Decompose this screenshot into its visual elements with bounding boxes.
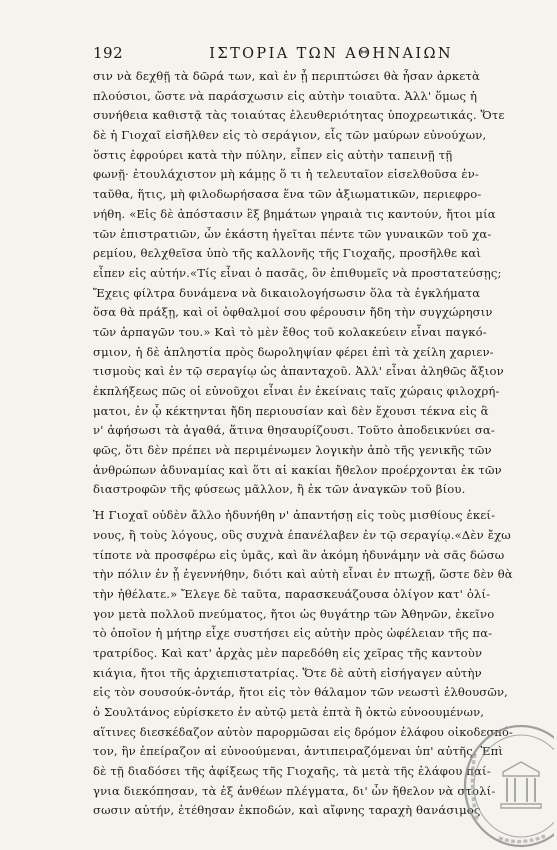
text-line: ὁ Σουλτάνος εὑρίσκετο ἐν αὐτῷ μετὰ ἑπτὰ ἢ ὀκτὼ εὐνοουμένων,	[93, 705, 485, 719]
text-line: ὅσα θὰ πράξῃ, καὶ οἱ ὀφθαλμοί σου φέρουσιν ἤδη τὴν συγχώρησιν	[93, 305, 493, 320]
page-header	[93, 44, 505, 62]
text-line: κιάγια, ἤτοι τῆς ἀρχιεπιστατρίας. Ὅτε δὲ αὐτὴ εἰσήγαγεν αὐτὴν	[93, 665, 482, 680]
text-line: διαστροφῶν τῆς φύσεως μᾶλλον, ἢ ἐκ τῶν ἀναγκῶν τοῦ βίου.	[93, 482, 466, 497]
text-line: τρατρίδος. Καὶ κατ' ἀρχὰς μὲν παρεδόθη εἰς χεῖρας τῆς καντοὺν	[93, 645, 483, 660]
text-line: δὲ τῇ διαδόσει τῆς ἀφίξεως τῆς Γιοχαῆς, τὰ μετὰ τῆς ἐλάφου παί-	[93, 764, 491, 779]
text-line: πλούσιοι, ὥστε νὰ παράσχωσιν εἰς αὐτὴν τοιαῦτα. Ἀλλ' ὅμως ἡ	[93, 88, 478, 103]
text-line: εἰς τὸν σουσούκ-ὀντάρ, ἤτοι εἰς τὸν θάλαμον τῶν νεωστὶ ἐλθουσῶν,	[93, 685, 508, 700]
text-line: σιν νὰ δεχθῇ τὰ δῶρά των, καὶ ἐν ᾗ περιπτώσει θὰ ἦσαν ἀρκετὰ	[93, 69, 480, 83]
text-line: αἵτινες διεσκέδαζον αὐτὸν παρορμῶσαι εἰς δρόμον ἐλάφου οἰκοδεσπό-	[93, 724, 514, 739]
text-line: νους, ἢ τοὺς λόγους, οὓς συχνὰ ἐπανέλαβεν ἐν τῷ σεραγίῳ.«Δὲν ἔχω	[93, 527, 511, 542]
text-line: τῶν ἐπιστρατιῶν, ὧν ἑκάστη ἡγεῖται πέντε τῶν γυναικῶν τοῦ χα-	[93, 226, 492, 241]
text-line: τον, ἣν ἐπείραζον αἱ εὐνοούμεναι, ἀντιπειραζόμεναι ὑπ' αὐτῆς. Ἐπὶ	[93, 744, 504, 759]
text-line: ἀνθρώπων ἀδυναμίας καὶ ὅτι αἱ κακίαι ἤθελον προέρχονται ἐκ τῶν	[93, 462, 502, 477]
text-line: ν' ἀφήσωσι τὰ ἀγαθά, ἅτινα θησαυρίζουσι. Τοῦτο ἀποδεικνύει σα-	[93, 423, 495, 438]
text-line: ἐκπλήξεως πῶς οἱ εὐνοῦχοι εἶναι ἐν ἐκείναις ταῖς χώραις φιλοχρή-	[93, 384, 500, 398]
text-line: τίποτε νὰ προσφέρω εἰς ὑμᾶς, καὶ ἂν ἀκόμη ἠδυνάμην νὰ σᾶς δώσω	[93, 547, 505, 562]
text-line: Ἔχεις φίλτρα δυνάμενα νὰ δικαιολογήσωσιν ὅλα τὰ ἐγκλήματα	[93, 285, 481, 300]
text-line: ὅστις ἐφρούρει κατὰ τὴν πύλην, εἶπεν εἰς αὐτὴν ταπεινῇ τῇ	[93, 147, 453, 162]
text-line: τισμοὺς καὶ ἐν τῷ σεραγίῳ ὡς ἁπανταχοῦ. Ἀλλ' εἶναι ἀληθῶς ἄξιον	[93, 364, 504, 379]
text-line: δὲ ἡ Γιοχαῖ εἰσῆλθεν εἰς τὸ σεράγιον, εἷς τῶν μαύρων εὐνούχων,	[93, 128, 487, 143]
text-line: γον μετὰ πολλοῦ πνεύματος, ἤτοι ὡς θυγάτηρ τῶν Ἀθηνῶν, ἐκεῖνο	[93, 606, 495, 621]
page-number: 192	[93, 44, 124, 62]
text-line: τὴν ἠθέλατε.» Ἔλεγε δὲ ταῦτα, παρασκευάζουσα ὀλίγον κατ' ὀλί-	[93, 586, 491, 601]
text-line: ταῦθα, ἥτις, μὴ φιλοδωρήσασα ἕνα τῶν ἀξιωματικῶν, περιεφρο-	[93, 187, 482, 202]
running-title: ΙΣΤΟΡΙΑ ΤΩΝ ΑΘΗΝΑΙΩΝ	[209, 46, 453, 62]
text-line: ματοι, ἐν ᾧ κέκτηνται ἤδη περιουσίαν καὶ δὲν ἔχουσι τέκνα εἰς ἃ	[93, 403, 489, 418]
text-line: Ἡ Γιοχαῖ οὐδὲν ἄλλο ἠδυνήθη ν' ἀπαντήσῃ εἰς τοὺς μισθίους ἐκεί-	[93, 508, 496, 523]
text-line: φωνῇ· ἐτουλάχιστον μὴ κάμῃς ὅ τι ἡ τελευταῖον εἰσελθοῦσα ἐν-	[93, 167, 480, 182]
text-line: εἶπεν εἰς αὐτήν.«Τίς εἶναι ὁ πασᾶς, ὃν ἐπιθυμεῖς νὰ προστατεύσῃς;	[93, 265, 502, 280]
body-text	[93, 67, 513, 821]
text-line: τὴν πόλιν ἐν ᾗ ἐγεννήθην, διότι καὶ αὐτὴ εἶναι ἐν πτωχῇ, ὥστε δὲν θὰ	[93, 567, 513, 582]
text-line: τὸ ὁποῖον ἡ μήτηρ εἶχε συστήσει εἰς αὐτὴν πρὸς ὠφέλειαν τῆς πα-	[93, 626, 493, 641]
library-stamp	[459, 722, 554, 848]
text-line: γνια διεκόπησαν, τὰ ἐξ ἀνθέων πλέγματα, δι' ὧν ἤθελον νὰ στολί-	[93, 783, 496, 798]
text-line: φῶς, ὅτι δὲν πρέπει νὰ περιμένωμεν λογικὴν ἀπὸ τῆς γενικῆς τῶν	[93, 443, 492, 458]
text-line: νήθη. «Εἰς δὲ ἀπόστασιν ἓξ βημάτων γηραιὰ τις καντούν, ἤτοι μία	[93, 206, 496, 221]
text-line: σωσιν αὐτήν, ἐτέθησαν ἐκποδών, καὶ αἴφνης ταραχὴ θανάσιμος	[93, 803, 481, 818]
text-line: τῶν ἁρπαγῶν του.» Καὶ τὸ μὲν ἔθος τοῦ κολακεύειν εἶναι παγκό-	[93, 324, 487, 339]
text-line: ρεμίου, θελχθεῖσα ὑπὸ τῆς καλλονῆς τῆς Γιοχαῆς, προσῆλθε καὶ	[93, 246, 482, 261]
text-line: σμιον, ἡ δὲ ἀπληστία πρὸς δωροληψίαν φέρει ἐπὶ τὰ χείλη χαριεν-	[93, 344, 494, 359]
text-line: συνήθεια καθιστᾷ τὰς τοιαύτας ἐλευθεριότητας ὑποχρεωτικάς. Ὅτε	[93, 108, 505, 123]
